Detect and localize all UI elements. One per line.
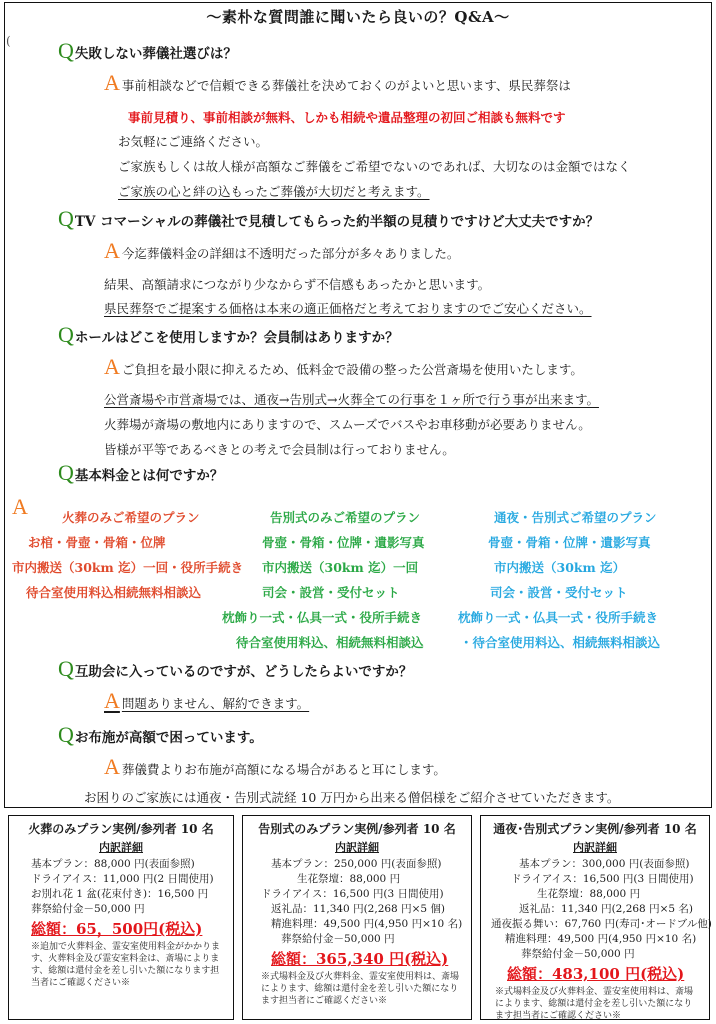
example-box-cremation [8, 815, 234, 1020]
total-price: 総額：365,340 円(税込) [271, 950, 449, 968]
box-subtitle: 内訳詳細 [335, 841, 379, 854]
question-5 [58, 656, 412, 682]
cost-row: ドライアイス：16,500 円(3 日間使用) [511, 873, 694, 885]
answer-2-line-3: 県民葬祭でご提案する価格は本来の適正価格だと考えておりますのでご安心ください。 [104, 301, 592, 316]
answer-4-mark [12, 494, 30, 520]
plan-2-item: 骨壺・骨箱・位牌・遺影写真 [262, 535, 425, 550]
page-title: ～素朴な質問誰に聞いたら良いの？Q&A～ [206, 8, 510, 26]
cost-row: 葬祭給付金－50,000 円 [521, 948, 635, 960]
q-mark-icon: Q [58, 460, 74, 485]
answer-6-text: 葬儀費よりお布施が高額になる場合があると耳にします。 [121, 762, 446, 777]
stray-paren: ( [6, 34, 11, 48]
q-mark-icon: Q [58, 38, 74, 63]
box-note: ※式場料金及び火葬料金、霊安室使用料は、斎場によります、総額は還付金を差し引いた額になります担当者にご確認ください※ [261, 972, 460, 1006]
cost-row: ドライアイス：16,500 円(3 日間使用) [261, 888, 444, 900]
answer-3-line-1 [104, 354, 583, 380]
question-5-text: 互助会に入っているのですが、どうしたらよいですか？ [74, 664, 413, 680]
question-3-text: ホールはどこを使用しますか？会員制はありますか？ [74, 330, 399, 346]
box-title: 火葬のみプラン実例/参列者 10 名 [28, 822, 214, 836]
plan-3-item: 骨壺・骨箱・位牌・遺影写真 [488, 535, 651, 550]
a-mark-icon: A [104, 754, 120, 779]
q-mark-icon: Q [58, 656, 74, 681]
answer-3-text: ご負担を最小限に抑えるため、低料金で設備の整った公営斎場を使用いたします。 [121, 362, 583, 377]
answer-1-highlight: 事前見積り、事前相談が無料、しかも相続や遺品整理の初回ご相談も無料です [128, 110, 566, 125]
question-3 [58, 322, 399, 348]
answer-3-line-2: 公営斎場や市営斎場では、通夜→告別式→火葬全ての行事を１ヶ所で行う事が出来ます。 [104, 392, 599, 407]
question-2-text: TV コマーシャルの葬儀社で見積してもらった約半額の見積りですけど大丈夫ですか？ [74, 214, 600, 230]
plan-2-item: 司会・設営・受付セット [262, 585, 400, 600]
plan-3-item: 市内搬送（30km 迄） [494, 560, 626, 575]
box-subtitle: 内訳詳細 [99, 841, 143, 854]
a-mark-icon: A [104, 238, 120, 263]
answer-3-line-4: 皆様が平等であるべきとの考えで会員制は行っておりません。 [104, 442, 455, 457]
answer-6 [104, 754, 446, 780]
plan-3-item: 司会・設営・受付セット [490, 585, 628, 600]
plan-3-item: ・待合室使用料込、相続無料相談込 [460, 635, 661, 650]
question-2 [58, 206, 599, 232]
cost-row: 基本プラン：250,000 円(表面参照) [271, 858, 442, 870]
question-4 [58, 460, 223, 486]
answer-5 [104, 688, 309, 714]
plan-2-item: 待合室使用料込、相続無料相談込 [236, 635, 424, 650]
cost-row: 基本プラン：88,000 円(表面参照) [31, 858, 195, 870]
cost-row: ドライアイス：11,000 円(2 日間使用) [31, 873, 214, 885]
plan-3-item: 枕飾り一式・仏具一式・役所手続き [458, 610, 659, 625]
a-mark-icon: A [104, 354, 120, 379]
answer-1-line-3: お気軽にご連絡ください。 [118, 134, 269, 149]
answer-1-line-5: ご家族の心と絆の込もったご葬儀が大切だと考えます。 [118, 184, 430, 199]
a-mark-icon: A [104, 70, 120, 95]
cost-row: 精進料理：49,500 円(4,950 円×10 名) [505, 933, 697, 945]
answer-1-line-4: ご家族もしくは故人様が高額なご葬儀をご希望でないのであれば、大切なのは金額ではなく [118, 159, 631, 174]
answer-2-text: 今迄葬儀料金の詳細は不透明だった部分が多々ありました。 [121, 246, 460, 261]
plan-2-item: 市内搬送（30km 迄）一回 [262, 560, 419, 575]
question-1 [58, 38, 237, 64]
answer-3-line-3: 火葬場が斎場の敷地内にありますので、スムーズでバスやお車移動が必要ありません。 [104, 417, 591, 432]
plan-1-item: 待合室使用料込相続無料相談込 [26, 585, 202, 600]
question-6-text: お布施が高額で困っています。 [74, 730, 263, 746]
q-mark-icon: Q [58, 722, 74, 747]
question-1-text: 失敗しない葬儀社選びは？ [74, 46, 237, 62]
plan-2-title: 告別式のみご希望のプラン [270, 510, 421, 525]
cost-row: 葬祭給付金－50,000 円 [281, 933, 395, 945]
answer-1-line-1 [104, 70, 571, 96]
total-price: 総額：65，500円(税込) [31, 920, 203, 938]
cost-row: お別れ花 1 盆(花束付き)：16,500 円 [31, 888, 209, 900]
plan-1-item: 市内搬送（30km 迄）一回・役所手続き [12, 560, 244, 575]
example-box-wake-funeral [480, 815, 710, 1020]
plan-2-item: 枕飾り一式・仏具一式・役所手続き [222, 610, 423, 625]
a-mark-icon: A [12, 494, 28, 519]
answer-1-text: 事前相談などで信頼できる葬儀社を決めておくのがよいと思います、県民葬祭は [121, 78, 571, 93]
plan-1-title: 火葬のみご希望のプラン [62, 510, 200, 525]
closing-line: お困りのご家族には通夜・告別式読経 10 万円から出来る僧侶様をご紹介させていただきます。 [84, 790, 620, 805]
cost-row: 葬祭給付金－50,000 円 [31, 903, 145, 915]
box-title: 告別式のみプラン実例/参列者 10 名 [258, 822, 456, 836]
box-subtitle: 内訳詳細 [573, 841, 617, 854]
question-4-text: 基本料金とは何ですか？ [74, 468, 224, 484]
cost-row: 基本プラン：300,000 円(表面参照) [519, 858, 690, 870]
cost-row: 通夜振る舞い：67,760 円(寿司･オードブル他) [491, 918, 712, 930]
example-box-funeral [242, 815, 472, 1020]
cost-row: 返礼品：11,340 円(2,268 円×5 個) [271, 903, 445, 915]
a-mark-icon: A [104, 688, 120, 713]
q-mark-icon: Q [58, 322, 74, 347]
cost-row: 生花祭壇：88,000 円 [297, 873, 401, 885]
plan-3-title: 通夜・告別式ご希望のプラン [494, 510, 657, 525]
total-price: 総額：483,100 円(税込) [507, 965, 685, 983]
q-mark-icon: Q [58, 206, 74, 231]
cost-row: 生花祭壇：88,000 円 [537, 888, 641, 900]
box-title: 通夜･告別式プラン実例/参列者 10 名 [493, 822, 697, 836]
box-note: ※式場料金及び火葬料金、霊安室使用料は、斎場によります、総額は還付金を差し引いた額になります担当者にご確認ください※ [495, 987, 694, 1021]
question-6 [58, 722, 263, 748]
answer-2-line-1 [104, 238, 459, 264]
plan-1-item: お棺・骨壺・骨箱・位牌 [28, 535, 166, 550]
answer-5-text: 問題ありません、解約できます。 [121, 696, 310, 711]
answer-2-line-2: 結果、高額請求につながり少なからず不信感もあったかと思います。 [104, 277, 491, 292]
cost-row: 精進料理：49,500 円(4,950 円×10 名) [271, 918, 463, 930]
box-note: ※追加で火葬料金、霊安室使用料金がかかります、火葬料金及び霊安室料金は、斎場によります、総額は還付金を差し引いた額になります担当者にご確認ください※ [31, 942, 221, 988]
cost-row: 返礼品：11,340 円(2,268 円×5 名) [519, 903, 693, 915]
